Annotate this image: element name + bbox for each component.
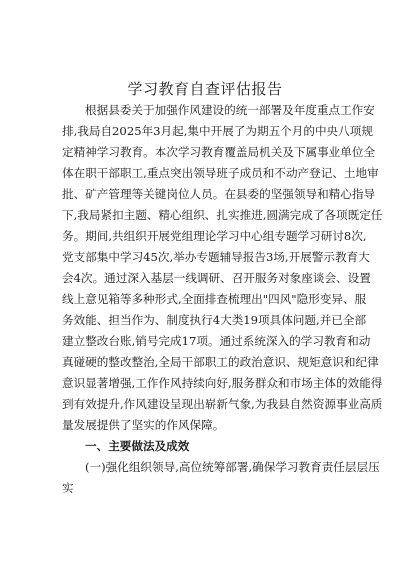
document-title: 学习教育自查评估报告 bbox=[127, 80, 283, 98]
paragraph-line: 批、矿产管理等关键岗位人员。在县委的坚强领导和精心指导 bbox=[62, 187, 376, 201]
paragraph-line: 到有效提升,作风建设呈现出崭新气象,为我县自然资源事业高质 bbox=[62, 397, 383, 411]
paragraph-line: 党支部集中学习45次,举办专题辅导报告3场,开展警示教育大 bbox=[62, 250, 370, 264]
paragraph-line: 线上意见箱等多种形式,全面排查梳理出"四风"隐形变异、服 bbox=[62, 292, 367, 306]
paragraph-line: 定精神学习教育。本次学习教育覆盖局机关及下属事业单位全 bbox=[62, 145, 376, 159]
section-heading: 一、主要做法及成效 bbox=[85, 439, 190, 453]
paragraph-line: 建立整改台账,销号完成17项。通过系统深入的学习教育和动 bbox=[62, 334, 371, 348]
paragraph-line: 下,我局紧扣主题、精心组织、扎实推进,圆满完成了各项既定任 bbox=[62, 208, 383, 222]
paragraph-line: 排,我局自2025年3月起,集中开展了为期五个月的中央八项规 bbox=[62, 124, 373, 138]
paragraph-line: 务。期间,共组织开展党组理论学习中心组专题学习研讨8次, bbox=[62, 229, 367, 243]
paragraph-line: 根据县委关于加强作风建设的统一部署及年度重点工作安 bbox=[85, 103, 375, 117]
paragraph-line: 意识显著增强,工作作风持续向好,服务群众和市场主体的效能得 bbox=[62, 376, 383, 390]
subsection-line: (一)强化组织领导,高位统筹部署,确保学习教育责任层层压 bbox=[85, 460, 380, 474]
paragraph-line: 体在职干部职工,重点突出领导班子成员和不动产登记、土地审 bbox=[62, 166, 379, 180]
paragraph-line: 真碰硬的整改整治,全局干部职工的政治意识、规矩意识和纪律 bbox=[62, 355, 379, 369]
paragraph-line: 会4次。通过深入基层一线调研、召开服务对象座谈会、设置 bbox=[62, 271, 371, 285]
subsection-line: 实 bbox=[62, 481, 74, 495]
body-text bbox=[62, 100, 383, 499]
paragraph-line: 量发展提供了坚实的作风保障。 bbox=[62, 418, 225, 432]
paragraph-line: 务效能、担当作为、制度执行4大类19项具体问题,并已全部 bbox=[62, 313, 367, 327]
